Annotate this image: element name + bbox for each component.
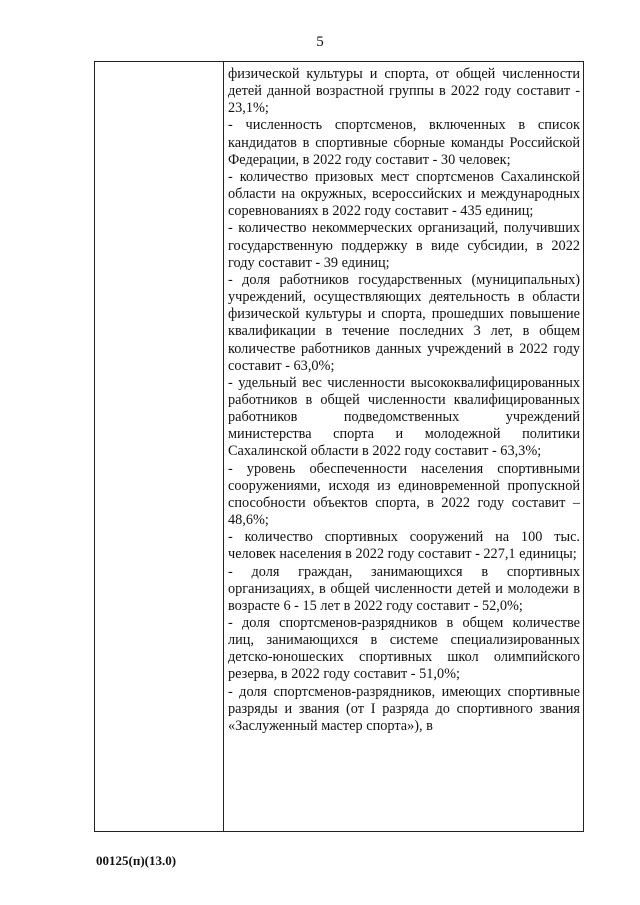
paragraph-3: - количество призовых мест спортсменов Сахалинской области на окружных, всероссийских и международных соревнованиях в 2022 году составит - 435 единиц; [228,168,580,220]
paragraph-1: физической культуры и спорта, от общей численности детей данной возрастной группы в 2022 году составит - 23,1%; [228,66,580,117]
table-left-column [95,62,224,831]
paragraph-9: - доля граждан, занимающихся в спортивных организациях, в общей численности детей и молодежи в возрасте 6 - 15 лет в 2022 году составит - 52,0%; [228,563,580,614]
paragraph-2: - численность спортсменов, включенных в список кандидатов в спортивные сборные команды Российской Федерации, в 2022 году составит - 30 человек; [228,117,580,168]
paragraph-5: - доля работников государственных (муниципальных) учреждений, осуществляющих деятельность в области физической культуры и спорта, прошедших повышение квалификации в течение последних 3 лет, в общем количестве работников данных учреждений в 2022 году составит - 63,0%; [228,271,580,374]
paragraph-4: - количество некоммерческих организаций, получивших государственную поддержку в виде субсидии, в 2022 году составит - 39 единиц; [228,220,580,271]
document-code: 00125(п)(13.0) [96,853,177,868]
page-number: 5 [316,34,324,50]
paragraph-8: - количество спортивных сооружений на 100 тыс. человек населения в 2022 году составит - 227,1 единицы; [228,529,580,563]
table-right-column [224,62,583,831]
paragraph-7: - уровень обеспеченности населения спортивными сооружениями, исходя из единовременной пропускной способности объектов спорта, в 2022 году составит – 48,6%; [228,460,580,529]
paragraph-10: - доля спортсменов-разрядников в общем количестве лиц, занимающихся в системе специализированных детско-юношеских спортивных школ олимпийского резерва, в 2022 году составит - 51,0%; [228,615,580,683]
paragraph-6: - удельный вес численности высококвалифицированных работников в общей численности квалифицированных работников подведомственных учреждений министерства спорта и молодежной политики Сахалинской области в 2022 году составит - 63,3%; [228,374,580,460]
paragraph-11: - доля спортсменов-разрядников, имеющих спортивные разряды и звания (от I разряда до спортивного звания «Заслуженный мастер спорта»), в [228,683,580,734]
document-table [94,61,584,832]
